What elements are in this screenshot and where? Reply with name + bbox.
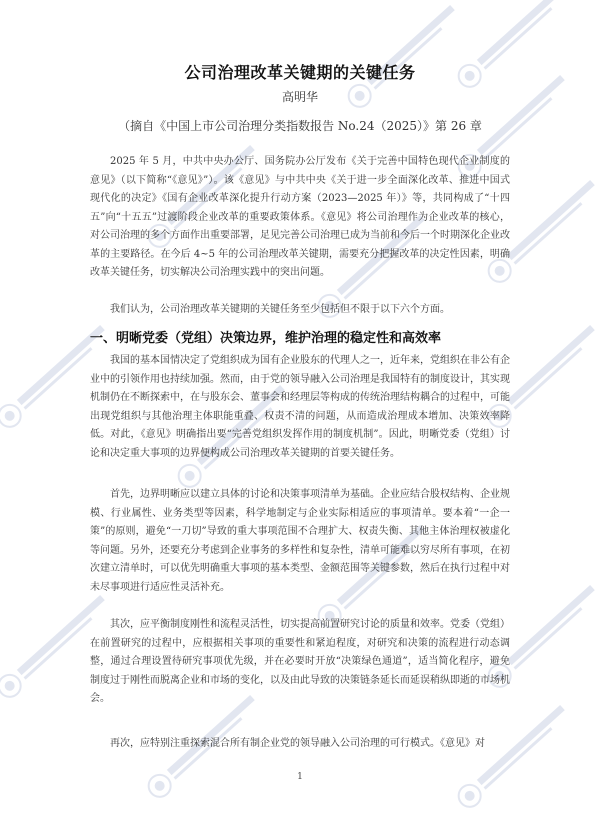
paragraph: 其次，应平衡制度刚性和流程灵活性，切实提高前置研究讨论的质量和效率。党委（党组）在前置研究的过程中，应根据相关事项的重要性和紧迫程度，对研究和决策的流程进行动态调整，通过合理设置待研究事项优先级，并在必要时开放“决策绿色通道”，适当简化程序，避免制度过于刚性而脱离企业和市场的变化，以及由此导致的决策链条延长而延误稍纵即逝的市场机会。 (90, 619, 510, 704)
page-number: 1 (297, 772, 303, 782)
paragraph: 再次，应特别注重探索混合所有制企业党的领导融入公司治理的可行模式。《意见》对 (110, 738, 485, 749)
watermark-logo (449, 694, 581, 816)
document-title: 公司治理改革关键期的关键任务 (184, 63, 416, 82)
paragraph: 2025 年 5 月，中共中央办公厅、国务院办公厅发布《关于完善中国特色现代企业制度的意见》（以下简称“《意见》”）。该《意见》与中共中央《关于进一步全面深化改革、推进中国式现代化的决定》《国有企业改革深化提升行动方案（2023—2025 年）》等，共同构成了“十四五”向“十五五”过渡阶段企业改革的重要政策体系。《意见》将公司治理作为企业改革的核心，对公司治理的多个方面作出重要部署，足见完善公司治理已成为当前和今后一个时期深化企业改革的主要路径。在今后 4~5 年的公司治理改革关键期，需要充分把握改革的决定性因素，明确改革关键任务，切实解决公司治理实践中的突出问题。 (90, 156, 510, 278)
paragraph: 首先，边界明晰应以建立具体的讨论和决策事项清单为基础。企业应结合股权结构、企业规模、行业属性、业务类型等因素，科学地制定与企业实际相适应的事项清单。要本着“一企一策”的原则，避免“一刀切”导致的重大事项范围不合理扩大、权责失衡、其他主体治理权被虚化等问题。另外，还要充分考虑到企业事务的多样性和复杂性，清单可能难以穷尽所有事项，在初次建立清单时，可以优先明确重大事项的基本类型、金额范围等关键参数，然后在执行过程中对未尽事项进行适应性灵活补充。 (90, 489, 510, 593)
section-heading: 一、明晰党委（党组）决策边界，维护治理的稳定性和高效率 (90, 331, 442, 346)
source-excerpt-note: （摘自《中国上市公司治理分类指数报告 No.24（2025）》第 26 章 (118, 119, 482, 133)
author-name: 高明华 (281, 90, 318, 104)
paragraph: 我国的基本国情决定了党组织成为国有企业股东的代理人之一，近年来，党组织在非公有企业中的引领作用也持续加强。然而，由于党的领导融入公司治理是我国特有的制度设计，其实现机制仍在不断探索中，在与股东会、董事会和经理层等构成的传统治理结构耦合的过程中，可能出现党组织与其他治理主体职能重叠、权责不清的问题，从而造成治理成本增加、决策效率降低。对此，《意见》明确指出要“完善党组织发挥作用的制度机制”。因此，明晰党委（党组）讨论和决定重大事项的边界便构成公司治理改革关键期的首要关键任务。 (90, 355, 510, 459)
paragraph: 我们认为，公司治理改革关键期的关键任务至少包括但不限于以下六个方面。 (110, 304, 450, 315)
